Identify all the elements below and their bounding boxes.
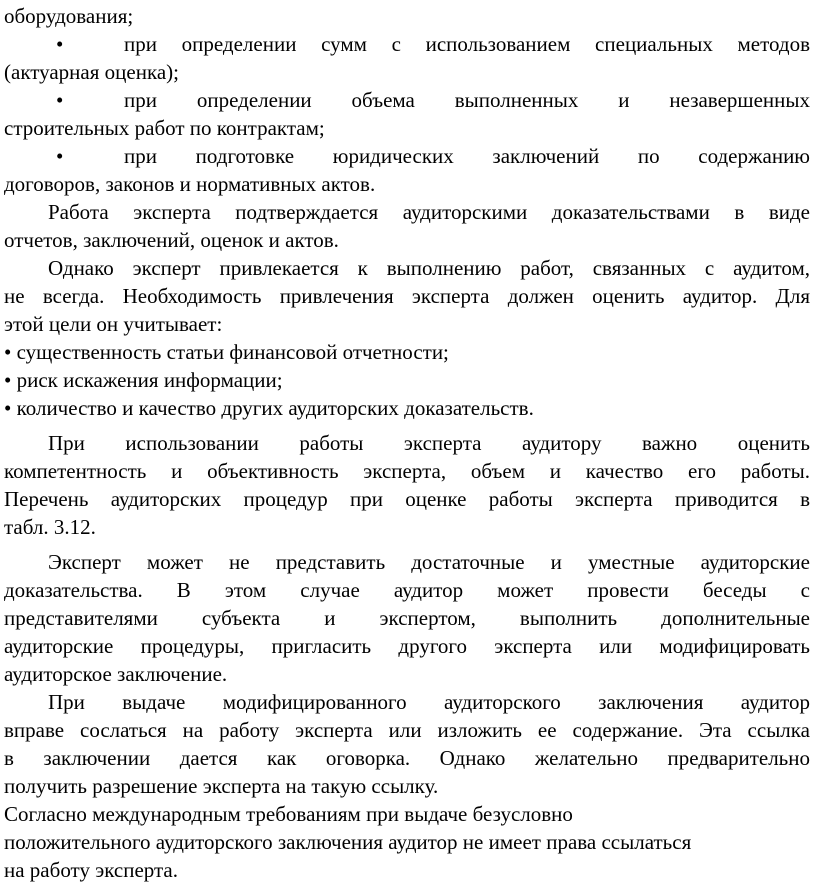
list-item: • риск искажения информации; bbox=[4, 368, 283, 392]
paragraph-line: Однако эксперт привлекается к выполнению работ, связанных с аудитом, bbox=[48, 256, 810, 280]
bullet-text: при определении объема выполненных и незавершенных bbox=[124, 88, 810, 112]
bullet-item-line bbox=[4, 142, 810, 170]
bullet-text: при подготовке юридических заключений по содержанию bbox=[124, 144, 810, 168]
paragraph-line: аудиторское заключение. bbox=[4, 662, 228, 686]
bullet-text: при определении сумм с использованием специальных методов bbox=[124, 32, 810, 56]
list-item: • существенность статьи финансовой отчетности; bbox=[4, 340, 449, 364]
paragraph-line: табл. 3.12. bbox=[4, 515, 96, 539]
bullet-item-line bbox=[4, 30, 810, 58]
paragraph-line: получить разрешение эксперта на такую ссылку. bbox=[4, 774, 439, 798]
paragraph-line: этой цели он учитывает: bbox=[4, 312, 223, 336]
paragraph-line: вправе сослаться на работу эксперта или изложить ее содержание. Эта ссылка bbox=[4, 718, 810, 742]
paragraph-line: аудиторские процедуры, пригласить другого эксперта или модифицировать bbox=[4, 634, 810, 658]
paragraph-line: доказательства. В этом случае аудитор может провести беседы с bbox=[4, 578, 810, 602]
text-line: договоров, законов и нормативных актов. bbox=[4, 172, 376, 196]
paragraph-line: Эксперт может не представить достаточные и уместные аудиторские bbox=[48, 550, 810, 574]
paragraph-line: компетентность и объективность эксперта, объем и качество его работы. bbox=[4, 459, 810, 483]
paragraph-line: представителями субъекта и экспертом, выполнить дополнительные bbox=[4, 606, 810, 630]
paragraph-line: При выдаче модифицированного аудиторского заключения аудитор bbox=[48, 690, 810, 714]
paragraph-line: на работу эксперта. bbox=[4, 858, 178, 882]
text-line: строительных работ по контрактам; bbox=[4, 116, 325, 140]
paragraph-line: Согласно международным требованиям при выдаче безусловно bbox=[4, 802, 573, 826]
text-line: (актуарная оценка); bbox=[4, 60, 179, 84]
bullet-item-line bbox=[4, 86, 810, 114]
paragraph-line: положительного аудиторского заключения аудитор не имеет права ссылаться bbox=[4, 830, 692, 854]
bullet-marker: • bbox=[56, 32, 64, 56]
paragraph-line: Работа эксперта подтверждается аудиторскими доказательствами в виде bbox=[48, 200, 810, 224]
paragraph-line: Перечень аудиторских процедур при оценке работы эксперта приводится в bbox=[4, 487, 810, 511]
text-line: оборудования; bbox=[4, 4, 134, 28]
bullet-marker: • bbox=[56, 144, 64, 168]
paragraph-line: При использовании работы эксперта аудитору важно оценить bbox=[48, 431, 810, 455]
bullet-marker: • bbox=[56, 88, 64, 112]
paragraph-line: отчетов, заключений, оценок и актов. bbox=[4, 228, 339, 252]
paragraph-line: в заключении дается как оговорка. Однако желательно предварительно bbox=[4, 746, 810, 770]
paragraph-line: не всегда. Необходимость привлечения эксперта должен оценить аудитор. Для bbox=[4, 284, 810, 308]
list-item: • количество и качество других аудиторских доказательств. bbox=[4, 396, 534, 420]
